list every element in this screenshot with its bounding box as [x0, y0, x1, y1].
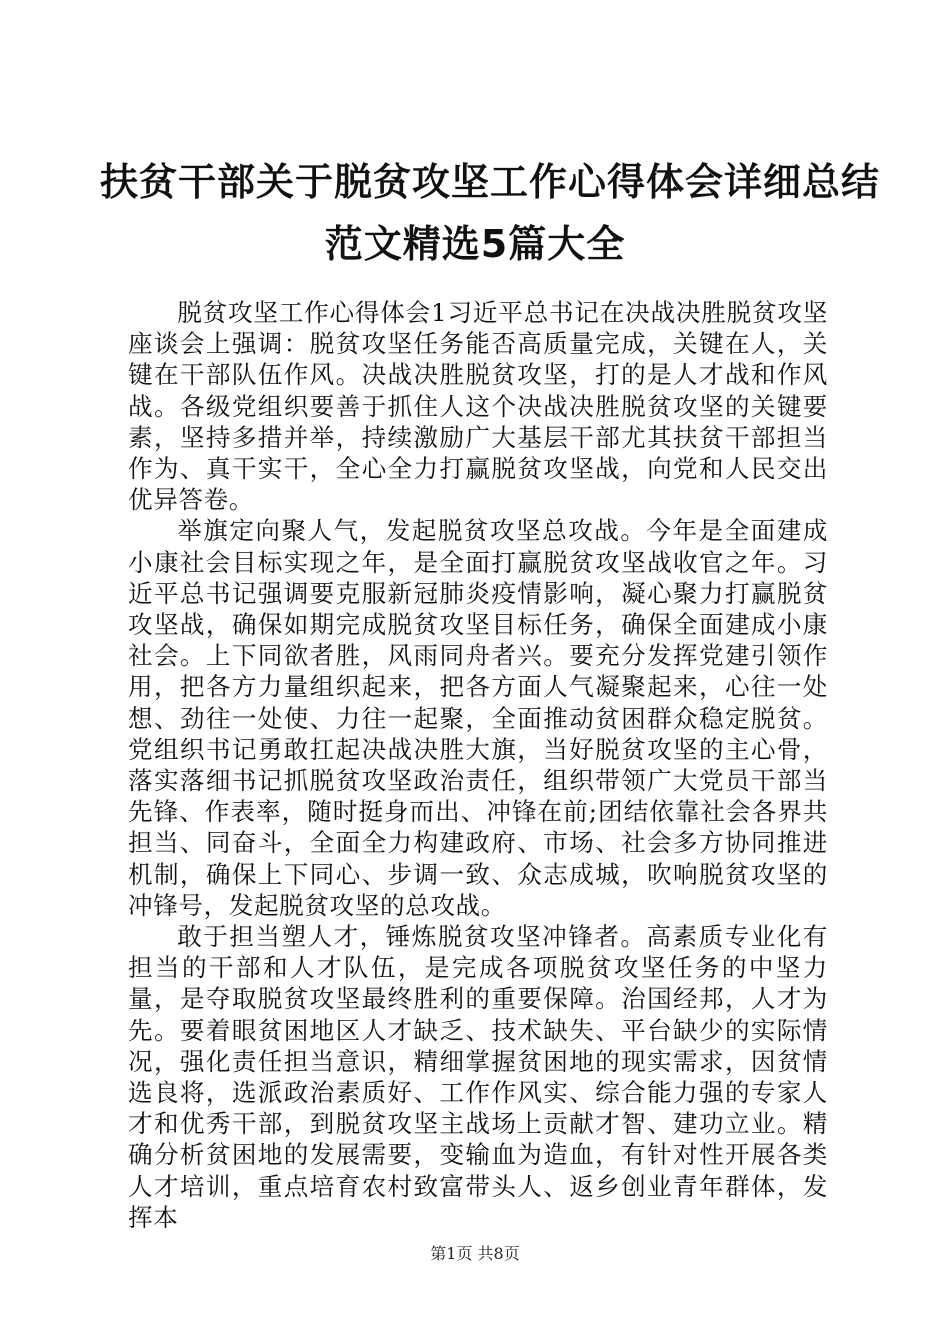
paragraph-2: 举旗定向聚人气，发起脱贫攻坚总攻战。今年是全面建成小康社会目标实现之年，是全面打赢脱贫攻坚战收官之年。习近平总书记强调要克服新冠肺炎疫情影响，凝心聚力打赢脱贫攻坚战，确保如期完成脱贫攻坚目标任务，确保全面建成小康社会。上下同欲者胜，风雨同舟者兴。要充分发挥党建引领作用，把各方力量组织起来，把各方面人气凝聚起来，心往一处想、劲往一处使、力往一起聚，全面推动贫困群众稳定脱贫。党组织书记勇敢扛起决战决胜大旗，当好脱贫攻坚的主心骨，落实落细书记抓脱贫攻坚政治责任，组织带领广大党员干部当先锋、作表率，随时挺身而出、冲锋在前;团结依靠社会各界共担当、同奋斗，全面全力构建政府、市场、社会多方协同推进机制，确保上下同心、步调一致、众志成城，吹响脱贫攻坚的冲锋号，发起脱贫攻坚的总攻战。: [128, 516, 828, 920]
page-footer: 第1页 共8页: [430, 1244, 520, 1263]
document-body: [128, 297, 828, 1233]
document-title-line-1: 扶贫干部关于脱贫攻坚工作心得体会详细总结: [100, 160, 881, 204]
document-title-line-2: 范文精选5篇大全: [324, 222, 626, 266]
paragraph-3: 敢于担当塑人才，锤炼脱贫攻坚冲锋者。高素质专业化有担当的干部和人才队伍，是完成各项脱贫攻坚任务的中坚力量，是夺取脱贫攻坚最终胜利的重要保障。治国经邦，人才为先。要着眼贫困地区人才缺乏、技术缺失、平台缺少的实际情况，强化责任担当意识，精细掌握贫困地的现实需求，因贫情选良将，选派政治素质好、工作作风实、综合能力强的专家人才和优秀干部，到脱贫攻坚主战场上贡献才智、建功立业。精确分析贫困地的发展需要，变输血为造血，有针对性开展各类人才培训，重点培育农村致富带头人、返乡创业青年群体，发挥本: [128, 922, 828, 1232]
paragraph-1: 脱贫攻坚工作心得体会1习近平总书记在决战决胜脱贫攻坚座谈会上强调：脱贫攻坚任务能否高质量完成，关键在人，关键在干部队伍作风。决战决胜脱贫攻坚，打的是人才战和作风战。各级党组织要善于抓住人这个决战决胜脱贫攻坚的关键要素，坚持多措并举，持续激励广大基层干部尤其扶贫干部担当作为、真干实干，全心全力打赢脱贫攻坚战，向党和人民交出优异答卷。: [128, 298, 828, 515]
